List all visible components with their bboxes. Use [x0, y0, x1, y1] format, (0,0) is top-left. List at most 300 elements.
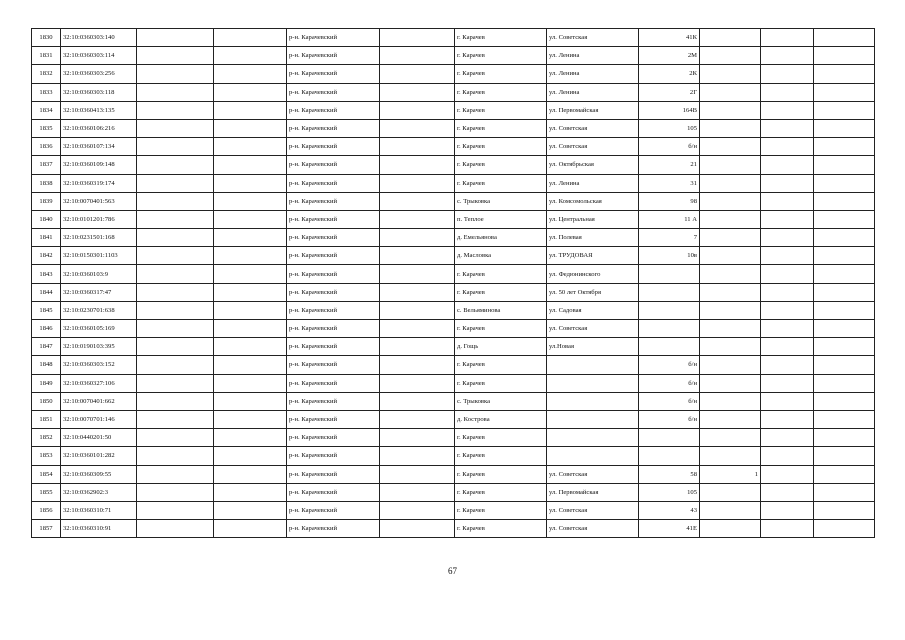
empty-cell	[380, 156, 455, 174]
street-cell	[547, 429, 639, 447]
street-cell: ул. Октябрьская	[547, 156, 639, 174]
empty-cell	[137, 392, 214, 410]
empty-cell	[814, 338, 875, 356]
row-number-cell: 1848	[32, 356, 61, 374]
street-cell: ул. Центральная	[547, 210, 639, 228]
settlement-cell: г. Карачев	[455, 483, 547, 501]
house-number-cell: 41К	[639, 29, 700, 47]
empty-cell	[137, 138, 214, 156]
row-number-cell: 1843	[32, 265, 61, 283]
street-cell	[547, 356, 639, 374]
cadastral-number-cell: 32:10:0150301:1103	[61, 247, 137, 265]
settlement-cell: д. Гощь	[455, 338, 547, 356]
row-number-cell: 1844	[32, 283, 61, 301]
settlement-cell: г. Карачев	[455, 265, 547, 283]
house-number-cell: 43	[639, 501, 700, 519]
empty-cell	[214, 192, 287, 210]
region-cell: р-н. Карачевский	[287, 338, 380, 356]
table-row	[32, 119, 875, 137]
table-row	[32, 229, 875, 247]
extra-cell	[700, 501, 761, 519]
empty-cell	[380, 410, 455, 428]
settlement-cell: г. Карачев	[455, 65, 547, 83]
empty-cell	[214, 174, 287, 192]
empty-cell	[761, 429, 814, 447]
house-number-cell: б/н	[639, 356, 700, 374]
cadastral-number-cell: 32:10:0360310:91	[61, 520, 137, 538]
row-number-cell: 1838	[32, 174, 61, 192]
table-row	[32, 29, 875, 47]
empty-cell	[814, 283, 875, 301]
empty-cell	[214, 410, 287, 428]
empty-cell	[214, 83, 287, 101]
street-cell: ул. Советская	[547, 465, 639, 483]
table-row	[32, 210, 875, 228]
settlement-cell: г. Карачев	[455, 83, 547, 101]
settlement-cell: д. Емельянова	[455, 229, 547, 247]
empty-cell	[137, 301, 214, 319]
settlement-cell: г. Карачев	[455, 138, 547, 156]
street-cell: ул. Советская	[547, 138, 639, 156]
empty-cell	[214, 47, 287, 65]
house-number-cell: б/н	[639, 374, 700, 392]
empty-cell	[214, 65, 287, 83]
empty-cell	[380, 65, 455, 83]
street-cell: ул. Советская	[547, 320, 639, 338]
house-number-cell: б/н	[639, 410, 700, 428]
empty-cell	[761, 83, 814, 101]
house-number-cell: 105	[639, 119, 700, 137]
empty-cell	[380, 392, 455, 410]
row-number-cell: 1833	[32, 83, 61, 101]
cadastral-number-cell: 32:10:0231501:168	[61, 229, 137, 247]
extra-cell	[700, 356, 761, 374]
empty-cell	[761, 447, 814, 465]
empty-cell	[137, 47, 214, 65]
empty-cell	[761, 483, 814, 501]
empty-cell	[214, 338, 287, 356]
extra-cell	[700, 119, 761, 137]
table-row	[32, 156, 875, 174]
empty-cell	[137, 429, 214, 447]
settlement-cell: г. Карачев	[455, 119, 547, 137]
region-cell: р-н. Карачевский	[287, 501, 380, 519]
region-cell: р-н. Карачевский	[287, 265, 380, 283]
empty-cell	[214, 210, 287, 228]
region-cell: р-н. Карачевский	[287, 301, 380, 319]
empty-cell	[761, 156, 814, 174]
empty-cell	[137, 374, 214, 392]
empty-cell	[380, 374, 455, 392]
empty-cell	[761, 392, 814, 410]
table-row	[32, 320, 875, 338]
extra-cell	[700, 210, 761, 228]
empty-cell	[137, 483, 214, 501]
empty-cell	[214, 392, 287, 410]
empty-cell	[761, 465, 814, 483]
table-row	[32, 429, 875, 447]
row-number-cell: 1846	[32, 320, 61, 338]
empty-cell	[137, 174, 214, 192]
table-row	[32, 174, 875, 192]
empty-cell	[380, 283, 455, 301]
row-number-cell: 1855	[32, 483, 61, 501]
cadastral-number-cell: 32:10:0070701:146	[61, 410, 137, 428]
empty-cell	[214, 447, 287, 465]
row-number-cell: 1849	[32, 374, 61, 392]
empty-cell	[137, 320, 214, 338]
empty-cell	[380, 229, 455, 247]
region-cell: р-н. Карачевский	[287, 174, 380, 192]
empty-cell	[761, 138, 814, 156]
empty-cell	[380, 138, 455, 156]
empty-cell	[814, 356, 875, 374]
empty-cell	[814, 265, 875, 283]
row-number-cell: 1839	[32, 192, 61, 210]
empty-cell	[761, 247, 814, 265]
extra-cell	[700, 520, 761, 538]
street-cell: ул.Новая	[547, 338, 639, 356]
settlement-cell: г. Карачев	[455, 447, 547, 465]
house-number-cell	[639, 320, 700, 338]
settlement-cell: г. Карачев	[455, 156, 547, 174]
house-number-cell: 105	[639, 483, 700, 501]
region-cell: р-н. Карачевский	[287, 229, 380, 247]
empty-cell	[814, 119, 875, 137]
table-row	[32, 247, 875, 265]
table-row	[32, 501, 875, 519]
extra-cell	[700, 447, 761, 465]
region-cell: р-н. Карачевский	[287, 47, 380, 65]
cadastral-number-cell: 32:10:0440201:50	[61, 429, 137, 447]
table-row	[32, 465, 875, 483]
empty-cell	[814, 520, 875, 538]
settlement-cell: д. Кострова	[455, 410, 547, 428]
street-cell: ул. Советская	[547, 520, 639, 538]
extra-cell	[700, 374, 761, 392]
extra-cell	[700, 283, 761, 301]
street-cell	[547, 374, 639, 392]
settlement-cell: г. Карачев	[455, 356, 547, 374]
table-row	[32, 47, 875, 65]
empty-cell	[137, 447, 214, 465]
empty-cell	[761, 501, 814, 519]
house-number-cell: 164В	[639, 101, 700, 119]
empty-cell	[214, 301, 287, 319]
row-number-cell: 1842	[32, 247, 61, 265]
empty-cell	[137, 229, 214, 247]
empty-cell	[814, 247, 875, 265]
house-number-cell: 98	[639, 192, 700, 210]
street-cell	[547, 410, 639, 428]
extra-cell	[700, 138, 761, 156]
empty-cell	[137, 501, 214, 519]
region-cell: р-н. Карачевский	[287, 101, 380, 119]
empty-cell	[214, 320, 287, 338]
empty-cell	[761, 265, 814, 283]
empty-cell	[214, 429, 287, 447]
house-number-cell: 31	[639, 174, 700, 192]
cadastral-number-cell: 32:10:0360303:118	[61, 83, 137, 101]
empty-cell	[137, 356, 214, 374]
empty-cell	[814, 301, 875, 319]
row-number-cell: 1830	[32, 29, 61, 47]
row-number-cell: 1852	[32, 429, 61, 447]
extra-cell	[700, 429, 761, 447]
empty-cell	[814, 465, 875, 483]
empty-cell	[380, 501, 455, 519]
extra-cell	[700, 320, 761, 338]
empty-cell	[137, 101, 214, 119]
empty-cell	[380, 210, 455, 228]
empty-cell	[814, 47, 875, 65]
cadastral-number-cell: 32:10:0360303:140	[61, 29, 137, 47]
cadastral-number-cell: 32:10:0360106:216	[61, 119, 137, 137]
empty-cell	[761, 356, 814, 374]
empty-cell	[214, 247, 287, 265]
table-row	[32, 83, 875, 101]
table-row	[32, 520, 875, 538]
empty-cell	[137, 465, 214, 483]
empty-cell	[380, 465, 455, 483]
empty-cell	[214, 138, 287, 156]
empty-cell	[761, 374, 814, 392]
empty-cell	[380, 265, 455, 283]
region-cell: р-н. Карачевский	[287, 83, 380, 101]
region-cell: р-н. Карачевский	[287, 447, 380, 465]
empty-cell	[814, 65, 875, 83]
empty-cell	[380, 356, 455, 374]
region-cell: р-н. Карачевский	[287, 410, 380, 428]
cadastral-number-cell: 32:10:0230701:638	[61, 301, 137, 319]
region-cell: р-н. Карачевский	[287, 65, 380, 83]
empty-cell	[814, 156, 875, 174]
settlement-cell: г. Карачев	[455, 520, 547, 538]
empty-cell	[814, 138, 875, 156]
empty-cell	[137, 83, 214, 101]
empty-cell	[761, 283, 814, 301]
table-row	[32, 65, 875, 83]
table-row	[32, 392, 875, 410]
settlement-cell: с. Трыковка	[455, 192, 547, 210]
house-number-cell: 58	[639, 465, 700, 483]
cadastral-number-cell: 32:10:0360103:9	[61, 265, 137, 283]
extra-cell	[700, 174, 761, 192]
row-number-cell: 1835	[32, 119, 61, 137]
empty-cell	[380, 301, 455, 319]
empty-cell	[137, 520, 214, 538]
region-cell: р-н. Карачевский	[287, 247, 380, 265]
cadastral-number-cell: 32:10:0360109:148	[61, 156, 137, 174]
registry-body	[32, 29, 875, 538]
empty-cell	[380, 174, 455, 192]
region-cell: р-н. Карачевский	[287, 156, 380, 174]
cadastral-number-cell: 32:10:0070401:662	[61, 392, 137, 410]
table-row	[32, 283, 875, 301]
empty-cell	[814, 429, 875, 447]
empty-cell	[761, 229, 814, 247]
row-number-cell: 1841	[32, 229, 61, 247]
settlement-cell: г. Карачев	[455, 465, 547, 483]
empty-cell	[380, 83, 455, 101]
region-cell: р-н. Карачевский	[287, 392, 380, 410]
region-cell: р-н. Карачевский	[287, 520, 380, 538]
row-number-cell: 1856	[32, 501, 61, 519]
settlement-cell: с. Вельяминова	[455, 301, 547, 319]
empty-cell	[380, 447, 455, 465]
table-row	[32, 101, 875, 119]
extra-cell	[700, 301, 761, 319]
cadastral-number-cell: 32:10:0360105:169	[61, 320, 137, 338]
empty-cell	[214, 156, 287, 174]
empty-cell	[137, 283, 214, 301]
region-cell: р-н. Карачевский	[287, 356, 380, 374]
empty-cell	[814, 501, 875, 519]
table-row	[32, 338, 875, 356]
empty-cell	[814, 101, 875, 119]
empty-cell	[137, 265, 214, 283]
empty-cell	[380, 520, 455, 538]
empty-cell	[761, 47, 814, 65]
empty-cell	[814, 392, 875, 410]
empty-cell	[214, 356, 287, 374]
cadastral-number-cell: 32:10:0360107:134	[61, 138, 137, 156]
empty-cell	[137, 156, 214, 174]
empty-cell	[380, 101, 455, 119]
empty-cell	[380, 119, 455, 137]
empty-cell	[814, 210, 875, 228]
house-number-cell	[639, 338, 700, 356]
region-cell: р-н. Карачевский	[287, 210, 380, 228]
street-cell: ул. Полевая	[547, 229, 639, 247]
empty-cell	[761, 101, 814, 119]
table-row	[32, 410, 875, 428]
settlement-cell: г. Карачев	[455, 501, 547, 519]
row-number-cell: 1851	[32, 410, 61, 428]
cadastral-number-cell: 32:10:0070401:563	[61, 192, 137, 210]
street-cell	[547, 447, 639, 465]
empty-cell	[761, 174, 814, 192]
street-cell: ул. Ленина	[547, 47, 639, 65]
table-row	[32, 447, 875, 465]
extra-cell	[700, 192, 761, 210]
house-number-cell: 10в	[639, 247, 700, 265]
extra-cell	[700, 29, 761, 47]
street-cell: ул. Первомайская	[547, 101, 639, 119]
empty-cell	[380, 192, 455, 210]
table-row	[32, 374, 875, 392]
region-cell: р-н. Карачевский	[287, 29, 380, 47]
empty-cell	[814, 29, 875, 47]
row-number-cell: 1837	[32, 156, 61, 174]
house-number-cell: 2Г	[639, 83, 700, 101]
region-cell: р-н. Карачевский	[287, 483, 380, 501]
cadastral-number-cell: 32:10:0360310:71	[61, 501, 137, 519]
street-cell: ул. Ленина	[547, 83, 639, 101]
table-row	[32, 192, 875, 210]
extra-cell	[700, 156, 761, 174]
empty-cell	[214, 483, 287, 501]
empty-cell	[814, 174, 875, 192]
row-number-cell: 1832	[32, 65, 61, 83]
empty-cell	[214, 29, 287, 47]
settlement-cell: с. Трыковка	[455, 392, 547, 410]
empty-cell	[380, 429, 455, 447]
empty-cell	[761, 119, 814, 137]
empty-cell	[761, 520, 814, 538]
settlement-cell: г. Карачев	[455, 283, 547, 301]
house-number-cell	[639, 283, 700, 301]
empty-cell	[814, 483, 875, 501]
empty-cell	[380, 320, 455, 338]
house-number-cell: б/н	[639, 392, 700, 410]
region-cell: р-н. Карачевский	[287, 429, 380, 447]
cadastral-number-cell: 32:10:0362902:3	[61, 483, 137, 501]
region-cell: р-н. Карачевский	[287, 119, 380, 137]
cadastral-number-cell: 32:10:0360309:55	[61, 465, 137, 483]
page-number: 67	[448, 566, 457, 576]
cadastral-number-cell: 32:10:0360303:256	[61, 65, 137, 83]
street-cell: ул. Советская	[547, 29, 639, 47]
row-number-cell: 1857	[32, 520, 61, 538]
cadastral-number-cell: 32:10:0360327:106	[61, 374, 137, 392]
table-row	[32, 265, 875, 283]
empty-cell	[137, 338, 214, 356]
street-cell: ул. Советская	[547, 119, 639, 137]
street-cell	[547, 392, 639, 410]
extra-cell: 1	[700, 465, 761, 483]
empty-cell	[380, 247, 455, 265]
row-number-cell: 1836	[32, 138, 61, 156]
empty-cell	[214, 465, 287, 483]
extra-cell	[700, 47, 761, 65]
row-number-cell: 1847	[32, 338, 61, 356]
street-cell: ул. ТРУДОВАЯ	[547, 247, 639, 265]
extra-cell	[700, 65, 761, 83]
empty-cell	[814, 229, 875, 247]
row-number-cell: 1834	[32, 101, 61, 119]
extra-cell	[700, 392, 761, 410]
street-cell: ул. Первомайская	[547, 483, 639, 501]
extra-cell	[700, 483, 761, 501]
empty-cell	[214, 520, 287, 538]
street-cell: ул. 50 лет Октября	[547, 283, 639, 301]
table-row	[32, 483, 875, 501]
region-cell: р-н. Карачевский	[287, 465, 380, 483]
cadastral-number-cell: 32:10:0360413:135	[61, 101, 137, 119]
empty-cell	[761, 410, 814, 428]
cadastral-number-cell: 32:10:0190103:395	[61, 338, 137, 356]
extra-cell	[700, 83, 761, 101]
settlement-cell: г. Карачев	[455, 320, 547, 338]
house-number-cell	[639, 301, 700, 319]
empty-cell	[761, 65, 814, 83]
cadastral-number-cell: 32:10:0360319:174	[61, 174, 137, 192]
region-cell: р-н. Карачевский	[287, 374, 380, 392]
empty-cell	[137, 65, 214, 83]
cadastral-number-cell: 32:10:0360303:114	[61, 47, 137, 65]
settlement-cell: г. Карачев	[455, 429, 547, 447]
row-number-cell: 1845	[32, 301, 61, 319]
empty-cell	[814, 192, 875, 210]
empty-cell	[214, 265, 287, 283]
cadastral-number-cell: 32:10:0360303:152	[61, 356, 137, 374]
extra-cell	[700, 410, 761, 428]
region-cell: р-н. Карачевский	[287, 283, 380, 301]
street-cell: ул. Советская	[547, 501, 639, 519]
registry-table	[31, 28, 875, 538]
empty-cell	[137, 119, 214, 137]
